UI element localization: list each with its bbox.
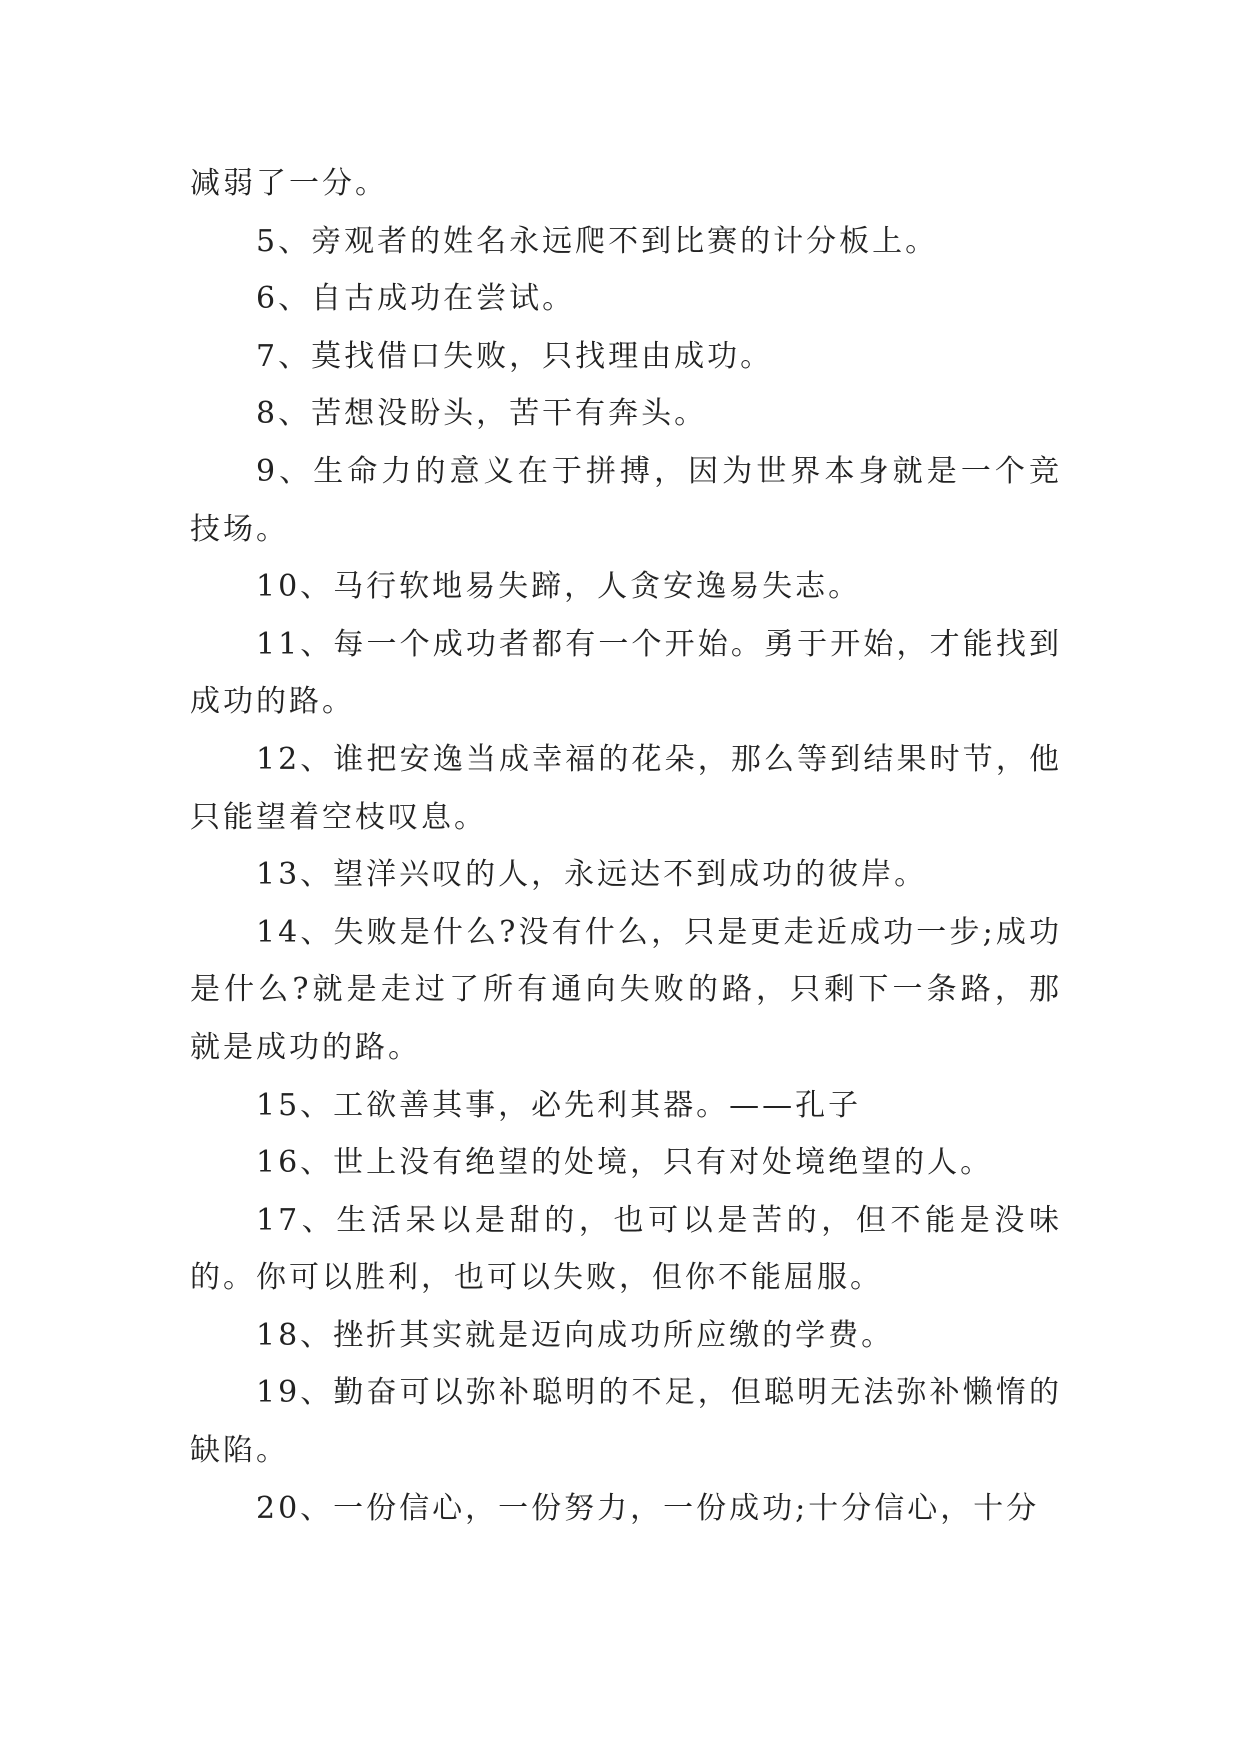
paragraph-13: 13、望洋兴叹的人，永远达不到成功的彼岸。 [256,857,928,893]
document-body [190,155,1062,1537]
paragraph-7: 7、莫找借口失败，只找理由成功。 [256,338,774,374]
paragraph-8: 8、苦想没盼头，苦干有奔头。 [256,396,708,432]
paragraph-5: 5、旁观者的姓名永远爬不到比赛的计分板上。 [256,223,939,259]
paragraph-14: 14、失败是什么?没有什么，只是更走近成功一步;成功是什么?就是走过了所有通向失败的路，只剩下一条路，那就是成功的路。 [190,914,1062,1065]
paragraph-11: 11、每一个成功者都有一个开始。勇于开始，才能找到成功的路。 [190,626,1062,720]
paragraph-15: 15、工欲善其事，必先利其器。——孔子 [256,1087,862,1123]
paragraph-9: 9、生命力的意义在于拼搏，因为世界本身就是一个竞技场。 [190,453,1062,547]
paragraph-18: 18、挫折其实就是迈向成功所应缴的学费。 [256,1317,895,1353]
paragraph-10: 10、马行软地易失蹄，人贪安逸易失志。 [256,569,862,605]
paragraph-17: 17、生活呆以是甜的，也可以是苦的，但不能是没味的。你可以胜利，也可以失败，但你不能屈服。 [190,1202,1062,1296]
paragraph-20: 20、一份信心，一份努力，一份成功;十分信心，十分 [256,1490,1040,1526]
paragraph-6: 6、自古成功在尝试。 [256,281,576,317]
paragraph-continued: 减弱了一分。 [190,166,388,201]
paragraph-12: 12、谁把安逸当成幸福的花朵，那么等到结果时节，他只能望着空枝叹息。 [190,741,1062,835]
paragraph-16: 16、世上没有绝望的处境，只有对处境绝望的人。 [256,1145,994,1181]
paragraph-19: 19、勤奋可以弥补聪明的不足，但聪明无法弥补懒惰的缺陷。 [190,1375,1062,1469]
